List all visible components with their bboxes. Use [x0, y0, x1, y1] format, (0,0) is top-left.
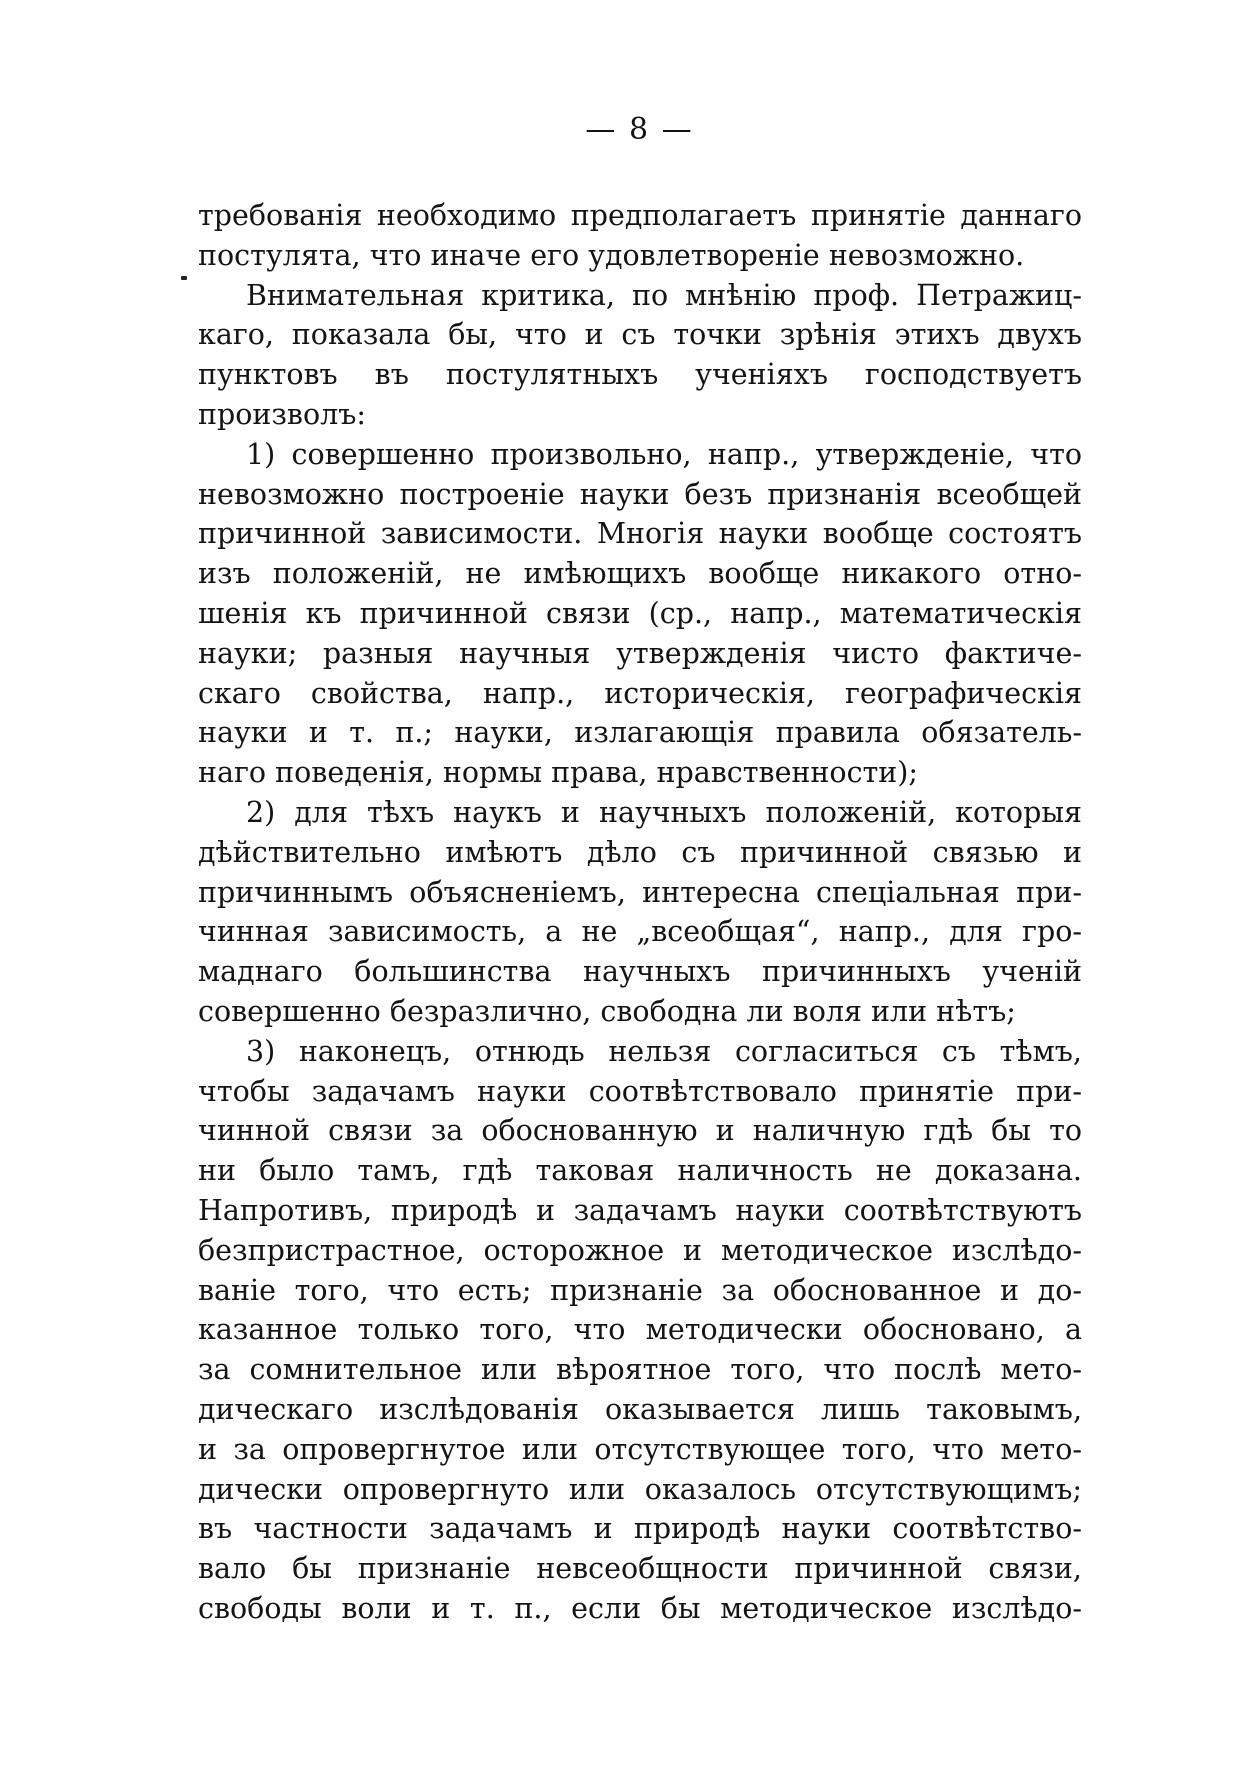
text-line: дически опровергнуто или оказалось отсутствующимъ; — [198, 1472, 1082, 1506]
text-line: произволъ: — [198, 397, 366, 431]
text-line: ваніе того, что есть; признаніе за обоснованное и до- — [198, 1273, 1082, 1307]
text-line: причиннымъ объясненіемъ, интересна спеціальная при- — [198, 875, 1082, 909]
text-line: свободы воли и т. п., если бы методическое изслѣдо- — [198, 1591, 1082, 1625]
text-line: вало бы признаніе невсеобщности причинной связи, — [198, 1552, 1082, 1586]
text-line: чинной связи за обоснованную и наличную гдѣ бы то — [198, 1114, 1082, 1148]
text-line: маднаго большинства научныхъ причинныхъ ученій — [198, 955, 1082, 989]
text-line: причинной зависимости. Многія науки вообще состоятъ — [198, 517, 1082, 551]
text-line: казанное только того, что методически обосновано, а — [198, 1313, 1082, 1347]
text-line: скаго свойства, напр., историческія, географическія — [198, 676, 1082, 710]
text-line: пунктовъ въ постулятныхъ ученіяхъ господствуетъ — [198, 358, 1082, 392]
text-line: 3) наконецъ, отнюдь нельзя согласиться съ тѣмъ, — [246, 1034, 1082, 1068]
text-line: чтобы задачамъ науки соотвѣтствовало принятіе при- — [198, 1074, 1082, 1108]
text-line: изъ положеній, не имѣющихъ вообще никакого отно- — [198, 557, 1082, 591]
text-line: Напротивъ, природѣ и задачамъ науки соотвѣтствуютъ — [198, 1193, 1082, 1227]
text-line: безпристрастное, осторожное и методическое изслѣдо- — [198, 1233, 1082, 1267]
text-line: требованія необходимо предполагаетъ принятіе даннаго — [198, 199, 1082, 232]
text-line: невозможно построеніе науки безъ признанія всеобщей — [198, 477, 1082, 511]
text-line: наго поведенія, нормы права, нравственности); — [198, 756, 919, 790]
text-line: за сомнительное или вѣроятное того, что послѣ мето- — [198, 1353, 1082, 1387]
text-line: 1) совершенно произвольно, напр., утвержденіе, что — [246, 437, 1082, 471]
text-line: шенія къ причинной связи (ср., напр., математическія — [198, 596, 1082, 630]
text-line: науки и т. п.; науки, излагающія правила обязатель- — [198, 716, 1082, 750]
text-line: постулята, что иначе его удовлетвореніе невозможно. — [198, 238, 1025, 272]
page-number: — 8 — — [585, 112, 694, 147]
text-line: ни было тамъ, гдѣ таковая наличность не доказана. — [198, 1154, 1082, 1188]
text-line: науки; разныя научныя утвержденія чисто фактиче- — [198, 636, 1082, 670]
text-line: въ частности задачамъ и природѣ науки соотвѣтство- — [198, 1512, 1082, 1546]
text-line: Внимательная критика, по мнѣнію проф. Петражиц- — [246, 278, 1082, 312]
text-line: дическаго изслѣдованія оказывается лишь таковымъ, — [198, 1392, 1082, 1426]
text-line: и за опровергнутое или отсутствующее того, что мето- — [198, 1432, 1082, 1466]
text-line: совершенно безразлично, свободна ли воля или нѣтъ; — [198, 994, 1016, 1028]
text-line: чинная зависимость, а не „всеобщая“, напр., для гро- — [198, 915, 1082, 949]
text-line: 2) для тѣхъ наукъ и научныхъ положеній, которыя — [246, 795, 1082, 829]
ink-speck — [181, 276, 187, 280]
body-text — [198, 196, 1082, 1629]
text-line: дѣйствительно имѣютъ дѣло съ причинной связью и — [198, 835, 1082, 869]
text-line: каго, показала бы, что и съ точки зрѣнія этихъ двухъ — [198, 318, 1082, 352]
